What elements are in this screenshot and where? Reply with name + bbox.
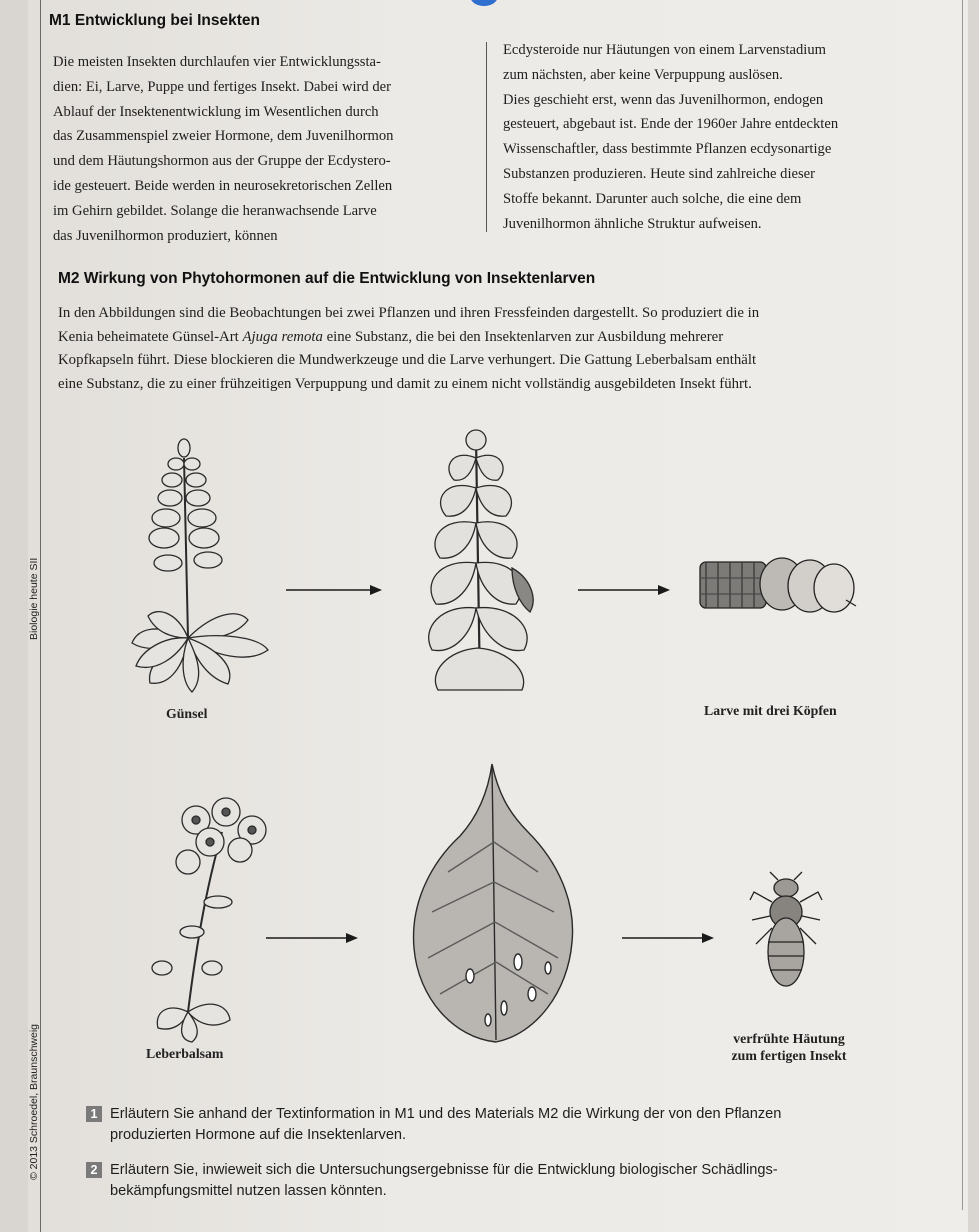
guensel-plant-illustration xyxy=(128,438,278,700)
arrow-right xyxy=(578,583,670,597)
caption-line: verfrühte Häutung xyxy=(733,1031,845,1046)
journal-side-label: Biologie heute SII xyxy=(28,557,40,640)
caption-line: zum fertigen Insekt xyxy=(731,1048,847,1063)
task-2 xyxy=(86,1160,778,1202)
column-separator xyxy=(486,42,487,232)
text-line: Die meisten Insekten durchlaufen vier Entwicklungssta- xyxy=(53,54,381,70)
text-line: dien: Ei, Larve, Puppe und fertiges Insekt. Dabei wird der xyxy=(53,78,391,95)
task-1 xyxy=(86,1104,781,1146)
text-line: Stoffe bekannt. Darunter auch solche, die eine dem xyxy=(503,190,802,207)
text-line: Erläutern Sie anhand der Textinformation in M1 und des Materials M2 die Wirkung der von den Pflanzen xyxy=(110,1106,782,1122)
caption-larve: Larve mit drei Köpfen xyxy=(704,703,837,718)
text-line: das Zusammenspiel zweier Hormone, dem Juvenilhormon xyxy=(53,128,394,145)
text-line: und dem Häutungshormon aus der Gruppe der Ecdystero- xyxy=(53,153,391,170)
eaten-leaf-illustration xyxy=(408,762,580,1044)
arrow-right xyxy=(622,931,714,945)
arrow-right xyxy=(286,583,382,597)
text-line: produzierten Hormone auf die Insektenlarven. xyxy=(110,1127,407,1143)
text-line: zum nächsten, aber keine Verpuppung auslösen. xyxy=(503,66,783,83)
guensel-plant-eaten-illustration xyxy=(412,428,550,692)
text-line: bekämpfungsmittel nutzen lassen könnten. xyxy=(110,1183,387,1199)
text-line: ide gesteuert. Beide werden in neurosekretorischen Zellen xyxy=(53,177,393,194)
task-number-badge: 1 xyxy=(86,1106,102,1122)
m2-paragraph xyxy=(58,302,759,396)
copyright-side-label: © 2013 Schroedel, Braunschweig xyxy=(28,1024,40,1180)
text-line: Substanzen produzieren. Heute sind zahlreiche dieser xyxy=(503,165,816,182)
species-name: Ajuga remota xyxy=(242,328,323,345)
text-line: In den Abbildungen sind die Beobachtungen bei zwei Pflanzen und ihren Fressfeinden dargestellt. So produziert die in xyxy=(58,305,760,321)
text-line: Juvenilhormon ähnliche Struktur aufweisen. xyxy=(503,215,762,232)
m1-right-column xyxy=(503,38,838,236)
m1-left-column xyxy=(53,50,393,248)
arrow-right xyxy=(266,931,358,945)
larva-three-heads-illustration xyxy=(698,550,858,620)
text-line: im Gehirn gebildet. Solange die heranwachsende Larve xyxy=(53,202,377,219)
text-line: eine Substanz, die zu einer frühzeitigen Verpuppung und damit zu einem nicht vollständig ausgebildeten Insekt führt. xyxy=(58,375,752,392)
text-line: Kenia beheimatete Günsel-Art Ajuga remota eine Substanz, die bei den Insektenlarven zur Ausbildung mehrerer xyxy=(58,328,724,345)
text-line: Kopfkapseln führt. Diese blockieren die Mundwerkzeuge und die Larve verhungert. Die Gattung Leberbalsam enthält xyxy=(58,352,757,368)
right-margin-rule xyxy=(962,0,963,1210)
text-line: Wissenschaftler, dass bestimmte Pflanzen ecdysonartige xyxy=(503,141,832,158)
text-line: Ecdysteroide nur Häutungen von einem Larvenstadium xyxy=(503,42,826,58)
text-line: Ablauf der Insektenentwicklung im Wesentlichen durch xyxy=(53,103,379,120)
text-line: gesteuert, abgebaut ist. Ende der 1960er Jahre entdeckten xyxy=(503,116,839,133)
caption-guensel: Günsel xyxy=(166,706,208,721)
left-margin-rule xyxy=(40,0,41,1232)
m2-heading: M2 Wirkung von Phytohormonen auf die Entwicklung von Insektenlarven xyxy=(58,270,596,287)
text-line: das Juvenilhormon produziert, können xyxy=(53,227,278,244)
caption-leberbalsam: Leberbalsam xyxy=(146,1046,224,1061)
text-line: Erläutern Sie, inwieweit sich die Untersuchungsergebnisse für die Entwicklung biologischer Schädlings- xyxy=(110,1162,778,1178)
m1-heading: M1 Entwicklung bei Insekten xyxy=(49,12,261,29)
leberbalsam-plant-illustration xyxy=(148,792,288,1042)
text-line: Dies geschieht erst, wenn das Juvenilhormon, endogen xyxy=(503,91,824,108)
premature-insect-illustration xyxy=(748,872,824,992)
caption-insekt xyxy=(722,1030,856,1064)
task-number-badge: 2 xyxy=(86,1162,102,1178)
